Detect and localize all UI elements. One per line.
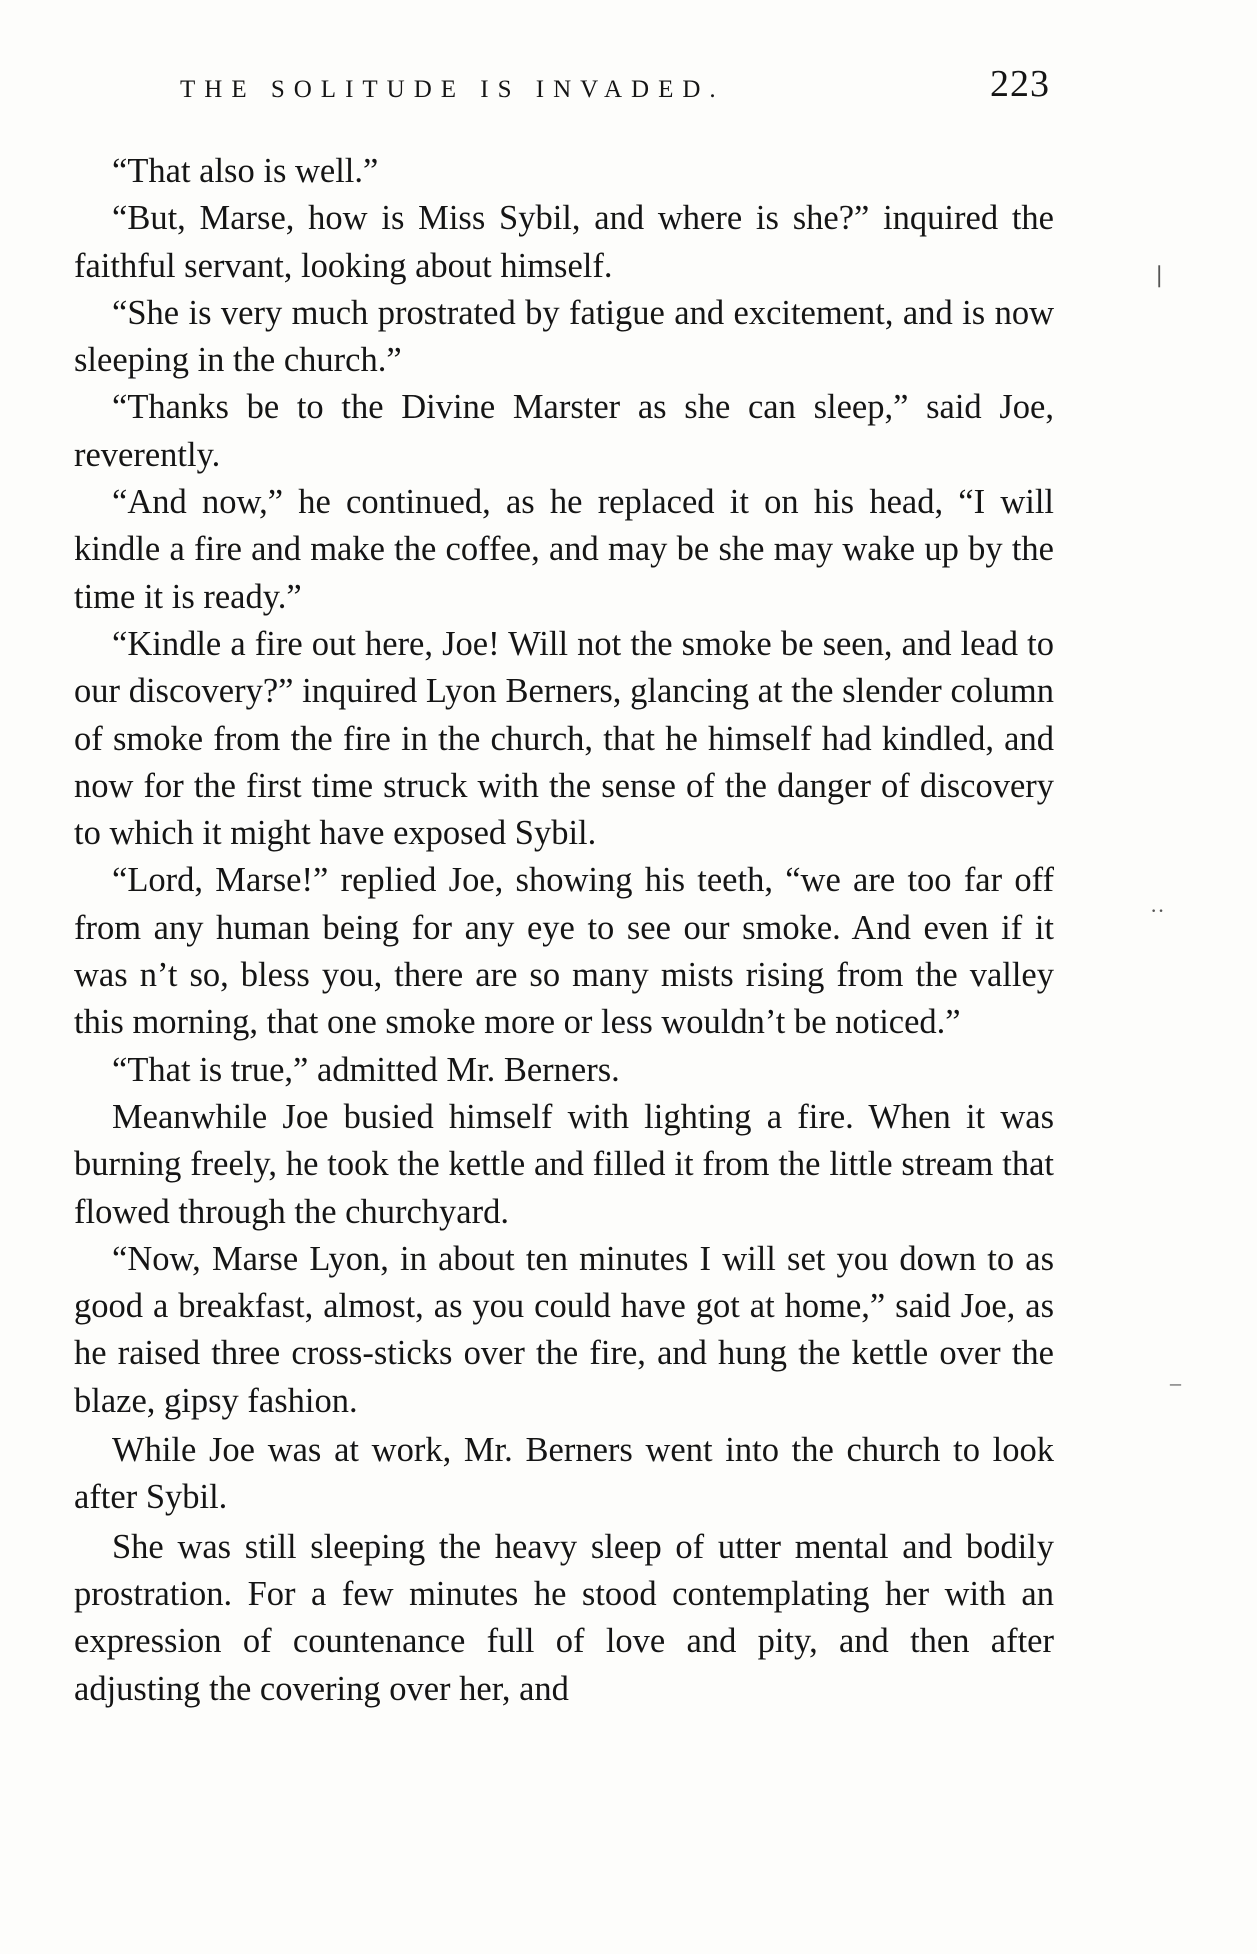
running-head (70, 62, 1050, 122)
paragraph: She was still sleeping the heavy sleep of utter mental and bodily prostration. For a few minutes he stood contemplating her with an expression of countenance full of love and pity, and then after adjusting the covering over her, and (74, 1527, 1054, 1708)
paragraph: “But, Marse, how is Miss Sybil, and where is she?” inquired the faithful servant, looking about himself. (74, 199, 1054, 285)
page-number: 223 (990, 63, 1050, 105)
paragraph: “Thanks be to the Divine Marster as she can sleep,” said Joe, reverently. (74, 388, 1054, 474)
paragraph: “Kindle a fire out here, Joe! Will not the smoke be seen, and lead to our discovery?” inquired Lyon Berners, glancing at the slender column of smoke from the fire in the church, that he himself had kindled, and now for the first time struck with the sense of the danger of discovery to which it might have exposed Sybil. (74, 624, 1054, 853)
paragraph: “Now, Marse Lyon, in about ten minutes I will set you down to as good a breakfast, almost, as you could have got at home,” said Joe, as he raised three cross-sticks over the fire, and hung the kettle over the blaze, gipsy fashion. (74, 1239, 1054, 1420)
paragraph: “Lord, Marse!” replied Joe, showing his teeth, “we are too far off from any human being for any eye to see our smoke. And even if it was n’t so, bless you, there are so many mists rising from the valley this morning, that one smoke more or less wouldn’t be noticed.” (74, 861, 1054, 1042)
running-title: THE SOLITUDE IS INVADED. (180, 76, 725, 103)
margin-mark: – (1170, 1370, 1181, 1395)
paragraph: “She is very much prostrated by fatigue and excitement, and is now sleeping in the church.” (74, 293, 1054, 380)
paragraph: “And now,” he continued, as he replaced it on his head, “I will kindle a fire and make the coffee, and may be she may wake up by the time it is ready.” (74, 483, 1054, 616)
margin-mark: ❘ (1150, 262, 1169, 287)
paragraph: “That also is well.” (112, 152, 379, 190)
margin-mark: ·· (1150, 898, 1165, 923)
paragraph: Meanwhile Joe busied himself with lighting a fire. When it was burning freely, he took the kettle and filled it from the little stream that flowed through the churchyard. (74, 1097, 1054, 1231)
body-text (74, 148, 1054, 1713)
paragraph: “That is true,” admitted Mr. Berners. (112, 1050, 620, 1089)
paragraph: While Joe was at work, Mr. Berners went into the church to look after Sybil. (74, 1431, 1054, 1517)
